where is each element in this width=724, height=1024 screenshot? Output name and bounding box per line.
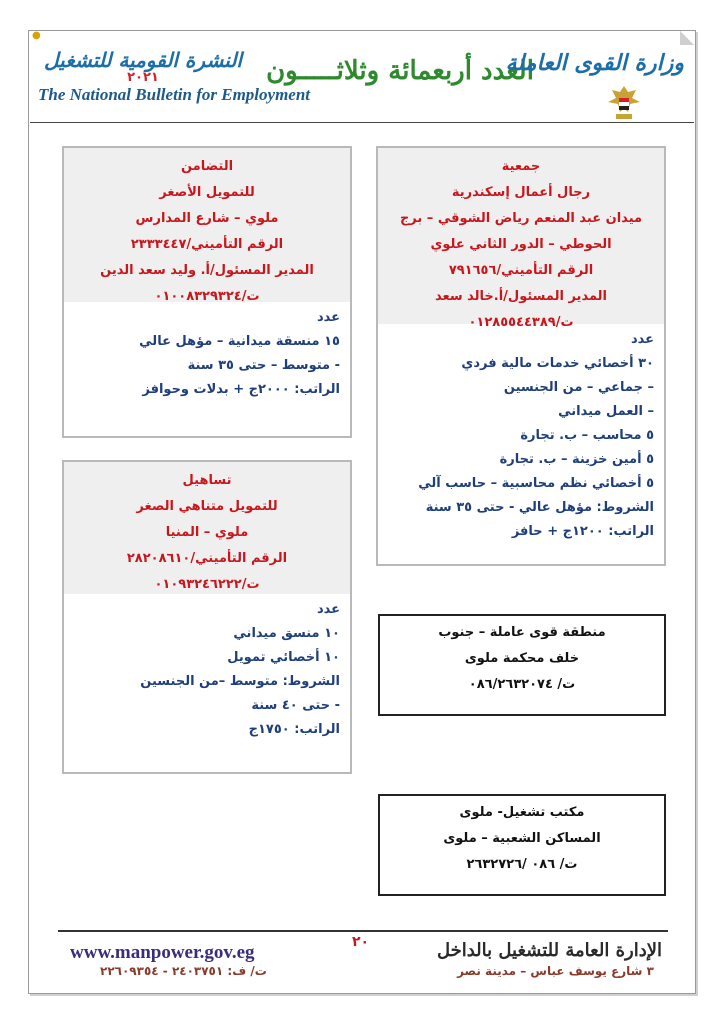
salary: الراتب: ١٢٠٠ج + حافز bbox=[511, 524, 654, 539]
conditions: الشروط: مؤهل عالي - حتى ٣٥ سنة bbox=[425, 500, 654, 515]
job-line: – جماعي – من الجنسين bbox=[503, 380, 654, 395]
footer-phones: ت/ ف: ٢٤٠٣٧٥١ - ٢٢٦٠٩٣٥٤ bbox=[100, 964, 267, 978]
count-label: عدد bbox=[316, 602, 340, 617]
job-line: ٣٠ أخصائي خدمات مالية فردي bbox=[461, 356, 654, 371]
job-line: ١٠ أخصائي تمويل bbox=[227, 650, 340, 665]
labor-office-box bbox=[378, 614, 666, 716]
eagle-emblem-icon bbox=[606, 82, 642, 122]
page-number: ٢٠ bbox=[352, 934, 370, 950]
card-title: التضامن bbox=[180, 159, 234, 174]
card-address: ملوي – المنيا bbox=[165, 525, 249, 540]
bulletin-year: ٢٠٢١ bbox=[127, 70, 159, 85]
bulb-icon: ● bbox=[32, 30, 41, 41]
card-insurance-no: الرقم التأميني/٧٩١٦٥٦ bbox=[448, 263, 594, 278]
card-insurance-no: الرقم التأميني/٢٣٣٣٤٤٧ bbox=[130, 237, 284, 252]
card-title: تساهيل bbox=[182, 473, 232, 488]
office-name: مكتب تشغيل- ملوى bbox=[459, 805, 585, 820]
card-insurance-no: الرقم التأميني/٢٨٢٠٨٦١٠ bbox=[126, 551, 288, 566]
job-card-tasaheel bbox=[62, 460, 352, 774]
ministry-title: وزارة القوى العاملة bbox=[505, 50, 684, 76]
website-link[interactable]: www.manpower.gov.eg bbox=[70, 942, 255, 963]
conditions: - حتى ٤٠ سنة bbox=[251, 698, 340, 713]
footer-address: ٣ شارع يوسف عباس – مدينة نصر bbox=[457, 964, 654, 978]
conditions: الشروط: متوسط –من الجنسين bbox=[140, 674, 340, 689]
card-address: ميدان عبد المنعم رياض الشوقي – برج bbox=[399, 211, 643, 226]
office-address: المساكن الشعبية – ملوى bbox=[443, 831, 601, 846]
count-label: عدد bbox=[316, 310, 340, 325]
card-org: للتمويل متناهي الصغر bbox=[136, 499, 278, 514]
job-line: ٥ محاسب – ب. تجارة bbox=[520, 428, 654, 443]
card-phone: ت/٠١٠٩٣٢٤٦٢٢٢ bbox=[154, 577, 260, 592]
card-org: للتمويل الأصغر bbox=[159, 185, 255, 200]
job-line: - متوسط – حتى ٣٥ سنة bbox=[187, 358, 340, 373]
card-body bbox=[64, 302, 350, 408]
office-phone: ت/ ٠٨٦ /٢٦٣٢٧٢٦ bbox=[466, 857, 578, 872]
salary: الراتب: ١٧٥٠ج bbox=[248, 722, 340, 737]
card-title: جمعية bbox=[501, 159, 541, 174]
job-line: ١٠ منسق ميداني bbox=[233, 626, 340, 641]
job-card-altadamon bbox=[62, 146, 352, 438]
office-name: منطقة قوى عاملة – جنوب bbox=[438, 625, 606, 640]
card-phone: ت/٠١٠٠٨٣٢٩٣٢٤ bbox=[154, 289, 260, 304]
card-header bbox=[64, 462, 350, 594]
header bbox=[30, 40, 694, 120]
header-divider bbox=[30, 122, 694, 123]
employment-office-box bbox=[378, 794, 666, 896]
job-line: ٥ أخصائي نظم محاسبية – حاسب آلي bbox=[418, 476, 654, 491]
salary: الراتب: ٢٠٠٠ج + بدلات وحوافز bbox=[142, 382, 340, 397]
card-manager: المدير المسئول/أ. وليد سعد الدين bbox=[100, 263, 314, 278]
job-line: ٥ أمين خزينة – ب. تجارة bbox=[499, 452, 654, 467]
card-header bbox=[378, 148, 664, 330]
card-address-2: الحوطي – الدور الثاني علوي bbox=[430, 237, 612, 252]
job-card-alexandria-businessmen bbox=[376, 146, 666, 566]
job-line: – العمل ميداني bbox=[558, 404, 654, 419]
count-label: عدد bbox=[630, 332, 654, 347]
card-org: رجال أعمال إسكندرية bbox=[451, 185, 591, 200]
card-phone: ت/٠١٢٨٥٥٤٤٣٨٩ bbox=[468, 315, 574, 330]
bulletin-title-en: The National Bulletin for Employment bbox=[38, 85, 311, 104]
bulletin-logo bbox=[38, 48, 311, 105]
issue-number: العدد أربعمائة وثلاثـــــون bbox=[266, 56, 534, 86]
card-address: ملوي – شارع المدارس bbox=[135, 211, 279, 226]
footer-divider bbox=[58, 930, 668, 932]
card-manager: المدير المسئول/أ.خالد سعد bbox=[434, 289, 607, 304]
office-phone: ت/ ٠٨٦/٢٦٣٢٠٧٤ bbox=[468, 677, 576, 692]
ministry-logo bbox=[506, 50, 684, 76]
card-body bbox=[378, 324, 664, 550]
card-body bbox=[64, 594, 350, 748]
office-address: خلف محكمة ملوى bbox=[464, 651, 580, 666]
card-header bbox=[64, 148, 350, 302]
bulletin-title-ar: النشرة القومية للتشغيل bbox=[44, 48, 242, 72]
job-line: ١٥ منسقة ميدانية – مؤهل عالي bbox=[139, 334, 340, 349]
footer-department: الإدارة العامة للتشغيل بالداخل bbox=[436, 940, 662, 961]
